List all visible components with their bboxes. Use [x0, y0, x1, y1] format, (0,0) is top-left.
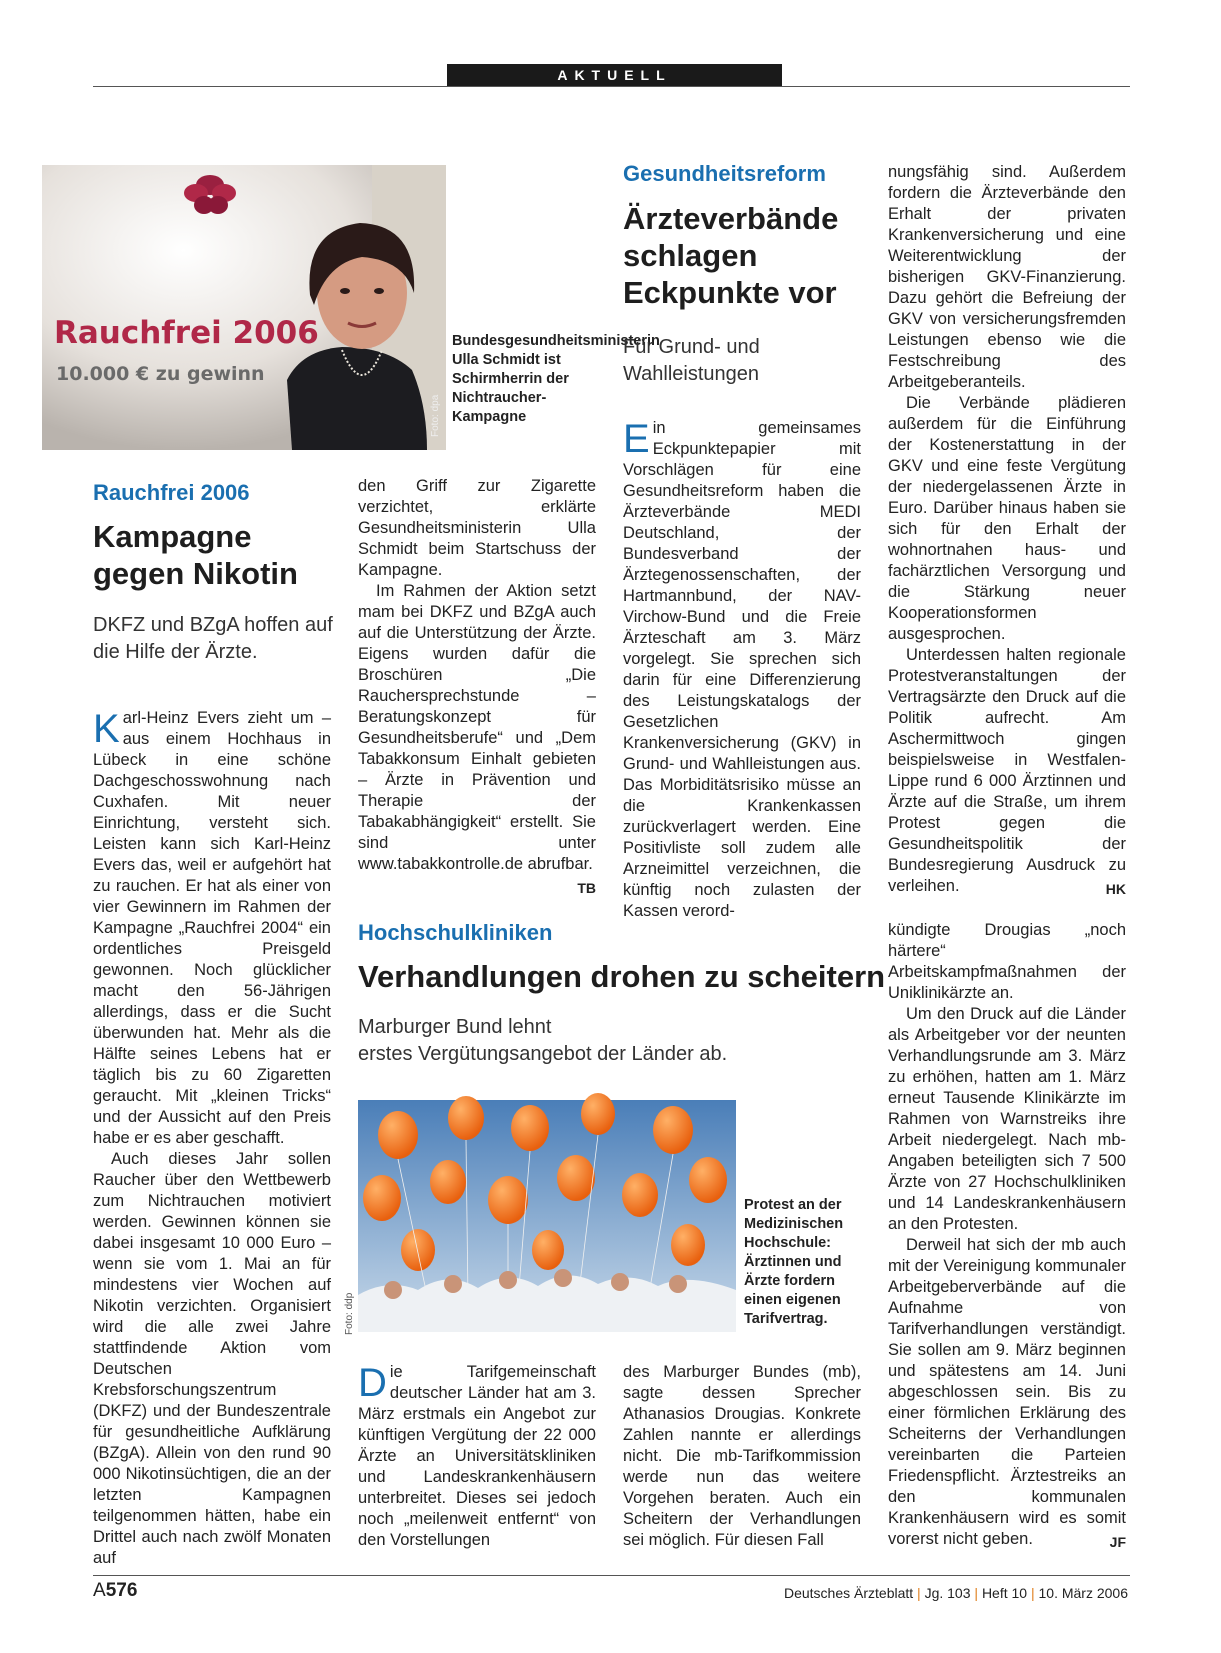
footer-rule	[93, 1575, 1130, 1576]
journal-date: 10. März 2006	[1038, 1585, 1128, 1601]
article3-dropcap: D	[358, 1361, 387, 1405]
article1-dropcap: K	[93, 707, 120, 751]
article1-paragraph-4: Im Rahmen der Aktion setzt mam bei DKFZ und BZgA auch auf die Unterstützung der Ärzte. Eigens wurden dafür die Broschüren „Die Rauchersprechstunde – Beratungskonzept für Gesundheitsberufe“ und „Dem Tabakkonsum Einhalt gebieten – Ärzte in Prävention und Therapie der Tabakabhängigkeit“ erstellt. Sie sind unter www.tabakkontrolle.de abrufbar.	[358, 582, 596, 873]
header-rule	[93, 86, 1130, 87]
section-label: AKTUELL	[447, 64, 782, 86]
article3-caption: Protest an der Medizinischen Hochschule: Ärztinnen und Ärzte fordern einen eigenen Tarifvertrag.	[744, 1197, 844, 1327]
poster-text-title: Rauchfrei 2006	[54, 315, 319, 351]
article3-photo-credit: Foto: ddp	[344, 1292, 355, 1335]
article2-paragraph-1: in gemeinsames Eckpunktepapier mit Vorschlägen für eine Gesundheitsreform haben die Ärzteverbände MEDI Deutschland, der Bundesverband der Ärztegenossenschaften, der Hartmannbund, der NAV-Virchow-Bund und die Freie Ärzteschaft am 3. März vorgelegt. Sie sprechen sich darin für eine Differenzierung des Leistungskatalogs der Gesetzlichen Krankenversicherung (GKV) in Grund- und Wahlleistungen aus. Das Morbiditätsrisiko müsse an die Krankenkassen zurückverlagert werden. Eine Positivliste soll zudem alle Arzneimittel verzeichnen, die künftig noch zulasten der Kassen verord-	[623, 419, 861, 920]
article1-signature: TB	[577, 880, 596, 896]
article3-column-3	[888, 920, 1126, 1565]
article3-kicker: Hochschulkliniken	[358, 920, 553, 945]
page-number-value: 576	[105, 1580, 138, 1601]
article1-paragraph-3: den Griff zur Zigarette verzichtet, erklärte Gesundheitsministerin Ulla Schmidt beim Startschuss der Kampagne.	[358, 477, 596, 579]
article3-column-1	[358, 1362, 596, 1562]
article2-paragraph-3: Die Verbände plädieren außerdem für die Einführung der Kostenerstattung in der GKV und eine feste Vergütung der niedergelassenen Ärzte in Euro. Darüber hinaus haben sie sich für den Erhalt der wohnortnahen haus- und fachärztlichen Versorgung und die Stärkung neuer Kooperationsformen ausgesprochen.	[888, 394, 1126, 643]
article1-photo	[42, 165, 446, 450]
article3-photo	[358, 1100, 736, 1332]
article2-column-1	[623, 417, 861, 920]
journal-volume: Jg. 103	[924, 1585, 971, 1601]
article1-paragraph-2: Auch dieses Jahr sollen Raucher über den Wettbewerb zum Nichtrauchen motiviert werden. Gewinnen können sie dabei insgesamt 10 000 Euro – wenn sie vom 1. Mai an für mindestens vier Wochen auf Nikotin verzichten. Organisiert wird die alle zwei Jahre stattfindende Aktion vom Deutschen Krebsforschungszentrum (DKFZ) und der Bundeszentrale für gesundheitliche Aufklärung (BZgA). Allein von den rund 90 000 Nikotinsüchtigen, die an der letzten Kampagnen teilgenommen hätten, habe ein Drittel auch nach zwölf Monaten auf	[93, 1150, 331, 1567]
page-prefix: A	[93, 1580, 106, 1601]
article3-signature: JF	[1109, 1534, 1126, 1550]
article1-kicker: Rauchfrei 2006	[93, 480, 250, 505]
article1-column-1	[93, 707, 331, 1567]
page-number	[93, 1580, 137, 1602]
article1-caption: Bundesgesundheitsministerin Ulla Schmidt ist Schirmherrin der Nichtraucher-Kampagne	[452, 333, 660, 425]
article2-dropcap: E	[623, 417, 650, 461]
article3-paragraph-2: des Marburger Bundes (mb), sagte dessen Sprecher Athanasios Drougias. Konkrete Zahlen nannte er allerdings nicht. Die mb-Tarifkommission werde nun das weitere Vorgehen beraten. Auch ein Scheitern der Verhandlungen sei möglich. Für diesen Fall	[623, 1363, 861, 1549]
article1-column-2	[358, 476, 596, 896]
article1-deck: DKFZ und BZgA hoffen auf die Hilfe der Ärzte.	[93, 614, 333, 663]
journal-info: Deutsches Ärzteblatt | Jg. 103 | Heft 10 | 10. März 2006	[783, 1585, 1128, 1601]
photo-credit: Foto: dpa	[430, 394, 441, 437]
article2-kicker: Gesundheitsreform	[623, 161, 826, 186]
article2-paragraph-4: Unterdessen halten regionale Protestveranstaltungen der Vertragsärzte den Druck auf die Politik aufrecht. Am Aschermittwoch gingen beispielsweise in Westfalen-Lippe rund 6 000 Ärztinnen und Ärzte auf die Straße, um ihrem Protest gegen die Gesundheitspolitik der Bundesregierung Ausdruck zu verleihen.	[888, 646, 1126, 895]
article3-paragraph-1: ie Tarifgemeinschaft deutscher Länder hat am 3. März erstmals ein Angebot zur künftigen Vergütung der 22 000 Ärzte an Universitätskliniken und Landeskrankenhäusern unterbreitet. Dieses sei jedoch noch „meilenweit entfernt“ von den Vorstellungen	[358, 1363, 596, 1549]
article1-photo-graphic	[42, 165, 446, 450]
article1-headline: Kampagne gegen Nikotin	[93, 519, 298, 591]
article3-deck-line-2: erstes Vergütungsangebot der Länder ab.	[358, 1043, 728, 1065]
poster-text-prize: 10.000 € zu gewinn	[56, 363, 265, 385]
article3-paragraph-4: Um den Druck auf die Länder als Arbeitgeber vor der neunten Verhandlungsrunde am 3. März zu erhöhen, hatten am 1. März erneut Tausende Klinikärzte im Rahmen von Warnstreiks ihre Arbeit niedergelegt. Nach mb-Angaben beteiligten sich 7 500 Ärzte von 27 Hochschulkliniken und 14 Landeskrankenhäusern an den Protesten.	[888, 1005, 1126, 1233]
article3-paragraph-5: Derweil hat sich der mb auch mit der Vereinigung kommunaler Arbeitgeberverbände auf die Aufnahme von Tarifverhandlungen verständigt. Sie sollen am 9. März beginnen und spätestens am 14. Juni abgeschlossen sein. Bis zu einer förmlichen Erklärung des Scheiterns der Verhandlungen vereinbarten die Parteien Friedenspflicht. Ärztestreiks an den kommunalen Krankenhäusern wird es somit vorerst nicht geben.	[888, 1236, 1126, 1548]
article2-headline: Ärzteverbände schlagen Eckpunkte vor	[623, 201, 839, 310]
article3-column-2	[623, 1362, 861, 1562]
article2-paragraph-2: nungsfähig sind. Außerdem fordern die Ärzteverbände den Erhalt der privaten Krankenversicherung und eine Weiterentwicklung der bisherigen GKV-Finanzierung. Dazu gehört die Befreiung der GKV von versicherungsfremden Leistungen ebenso wie die Festschreibung des Arbeitgeberanteils.	[888, 163, 1126, 391]
article3-paragraph-3: kündigte Drougias „noch härtere“ Arbeitskampfmaßnahmen der Uniklinikärzte an.	[888, 921, 1126, 1002]
article1-paragraph-1: arl-Heinz Evers zieht um – aus einem Hochhaus in Lübeck in eine schöne Dachgeschosswohnung nach Cuxhafen. Mit neuer Einrichtung, versteht sich. Leisten kann sich Karl-Heinz Evers das, weil er aufgehört hat zu rauchen. Er hat als einer von vier Gewinnern im Rahmen der Kampagne „Rauchfrei 2004“ ein ordentliches Preisgeld gewonnen. Noch glücklicher macht den 56-Jährigen allerdings, dass er die Sucht überwunden hat. Mehr als die Hälfte seines Lebens hat er täglich bis zu 60 Zigaretten geraucht. Mit „kleinen Tricks“ und der Aussicht auf den Preis habe er es aber geschafft.	[93, 709, 331, 1147]
article2-deck: Für Grund- und Wahlleistungen	[623, 336, 760, 385]
article3-headline: Verhandlungen drohen zu scheitern	[358, 959, 886, 994]
journal-name: Deutsches Ärzteblatt	[783, 1585, 914, 1601]
journal-issue: Heft 10	[981, 1585, 1028, 1601]
article2-column-2	[888, 162, 1126, 897]
balloon-protest-graphic	[358, 1100, 736, 1332]
article3-deck-line-1: Marburger Bund lehnt	[358, 1016, 552, 1038]
article2-signature: HK	[1105, 881, 1126, 897]
